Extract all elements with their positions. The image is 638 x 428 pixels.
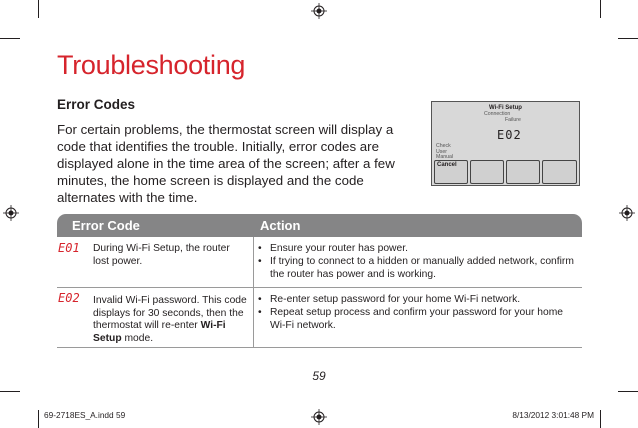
- bullet-icon: •: [258, 256, 262, 267]
- screen-error-code: E02: [497, 128, 522, 142]
- screen-button-3[interactable]: [506, 160, 540, 184]
- crop-mark: [38, 0, 39, 18]
- screen-button-4[interactable]: [542, 160, 577, 184]
- table-bottom-rule: [57, 347, 582, 348]
- screen-line-connection: Connection: [484, 111, 511, 117]
- column-divider: [253, 237, 254, 347]
- page-title: Troubleshooting: [57, 50, 246, 80]
- intro-paragraph: For certain problems, the thermostat screen will display a code that identifies the trouble. Initially, error codes are displayed alone in the time area of the screen; after a few minutes, the home screen is displayed and the code alternates with the time.: [57, 122, 395, 205]
- action-item: • If trying to connect to a hidden or manually added network, confirm the router has power and is working.: [258, 256, 574, 280]
- crop-mark: [600, 410, 601, 428]
- page-number: 59: [312, 369, 326, 383]
- crop-mark: [38, 410, 39, 428]
- action-item: • Ensure your router has power.: [258, 243, 408, 254]
- thermostat-screen: [431, 101, 580, 186]
- action-item: • Re-enter setup password for your home Wi-Fi network.: [258, 294, 521, 305]
- footer-file: 69-2718ES_A.indd 59: [44, 410, 126, 420]
- header-action: Action: [260, 218, 301, 233]
- registration-mark-icon: [619, 205, 635, 221]
- crop-mark: [0, 38, 20, 39]
- action-item: • Repeat setup process and confirm your password for your home Wi-Fi network.: [258, 307, 564, 331]
- screen-line-failure: Failure: [505, 116, 521, 123]
- wifi-setup-term: Wi-Fi Setup: [93, 320, 226, 344]
- crop-mark: [618, 391, 638, 392]
- crop-mark: [600, 0, 601, 18]
- bullet-icon: •: [258, 294, 262, 305]
- registration-mark-icon: [311, 409, 327, 425]
- screen-check-manual: Check User Manual: [436, 143, 454, 161]
- cancel-button[interactable]: Cancel: [434, 160, 468, 184]
- bullet-icon: •: [258, 307, 262, 318]
- bullet-icon: •: [258, 243, 262, 254]
- footer-date: 8/13/2012 3:01:48 PM: [512, 410, 594, 420]
- error-code-e02: E02: [58, 291, 80, 305]
- screen-title: Wi-Fi Setup: [489, 105, 522, 111]
- crop-mark: [618, 38, 638, 39]
- screen-button-2[interactable]: [470, 160, 504, 184]
- row-divider: [57, 287, 582, 288]
- registration-mark-icon: [3, 205, 19, 221]
- row-description: Invalid Wi-Fi password. This code displays for 30 seconds, then the thermostat will re-enter Wi-Fi Setup mode.: [93, 295, 247, 344]
- crop-mark: [0, 391, 20, 392]
- error-code-e01: E01: [58, 241, 80, 255]
- header-error-code: Error Code: [72, 218, 140, 233]
- row-description: During Wi-Fi Setup, the router lost power.: [93, 243, 230, 267]
- section-heading: Error Codes: [57, 97, 136, 112]
- registration-mark-icon: [311, 3, 327, 19]
